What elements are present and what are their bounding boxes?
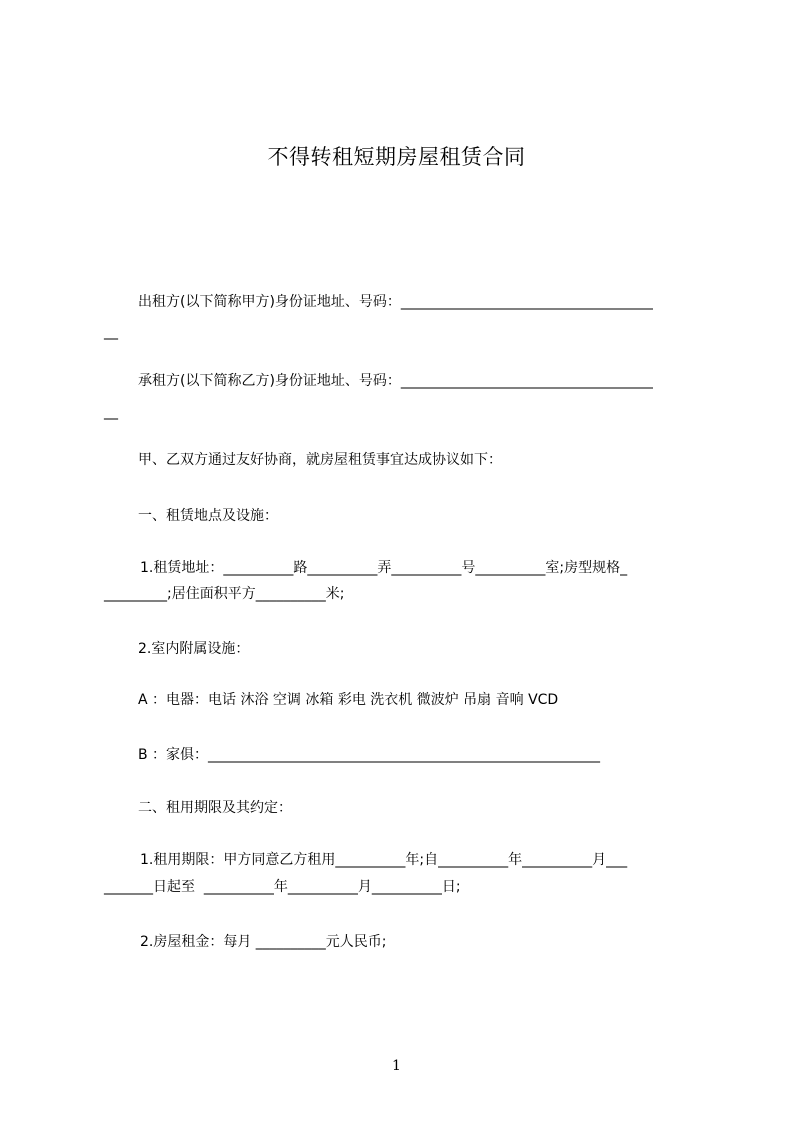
page-number: 1 — [392, 1058, 401, 1074]
agreement-intro: 甲、乙双方通过友好协商，就房屋租赁事宜达成协议如下： — [138, 452, 502, 468]
lessor-line-continuation: __ — [104, 324, 118, 340]
clause-term-continuation: _______日起至 __________年__________月__________日; — [104, 879, 461, 895]
section-heading-location: 一、租赁地点及设施： — [138, 508, 278, 524]
facilities-appliances: A ：电器：电话 沐浴 空调 冰箱 彩电 洗衣机 微波炉 吊扇 音响 VCD — [138, 692, 559, 708]
clause-rent: 2.房屋租金：每月 __________元人民币; — [140, 934, 387, 950]
section-heading-term: 二、租用期限及其约定： — [138, 800, 292, 816]
clause-address: 1.租赁地址：__________路__________弄__________号__________室;房型规格_ — [140, 560, 628, 576]
document-title: 不得转租短期房屋租赁合同 — [267, 145, 526, 169]
lessor-line: 出租方(以下简称甲方)身份证地址、号码：____________________________________ — [138, 294, 653, 310]
clause-address-continuation: _________;居住面积平方__________米; — [104, 586, 345, 602]
clause-term: 1.租用期限：甲方同意乙方租用__________年;自__________年__________月___ — [140, 852, 628, 868]
lessee-line-continuation: __ — [104, 404, 118, 420]
lessee-line: 承租方(以下简称乙方)身份证地址、号码：____________________________________ — [138, 373, 653, 389]
facilities-furniture: B ：家俱：________________________________________________________ — [138, 747, 601, 763]
clause-facilities: 2.室内附属设施： — [138, 641, 250, 657]
